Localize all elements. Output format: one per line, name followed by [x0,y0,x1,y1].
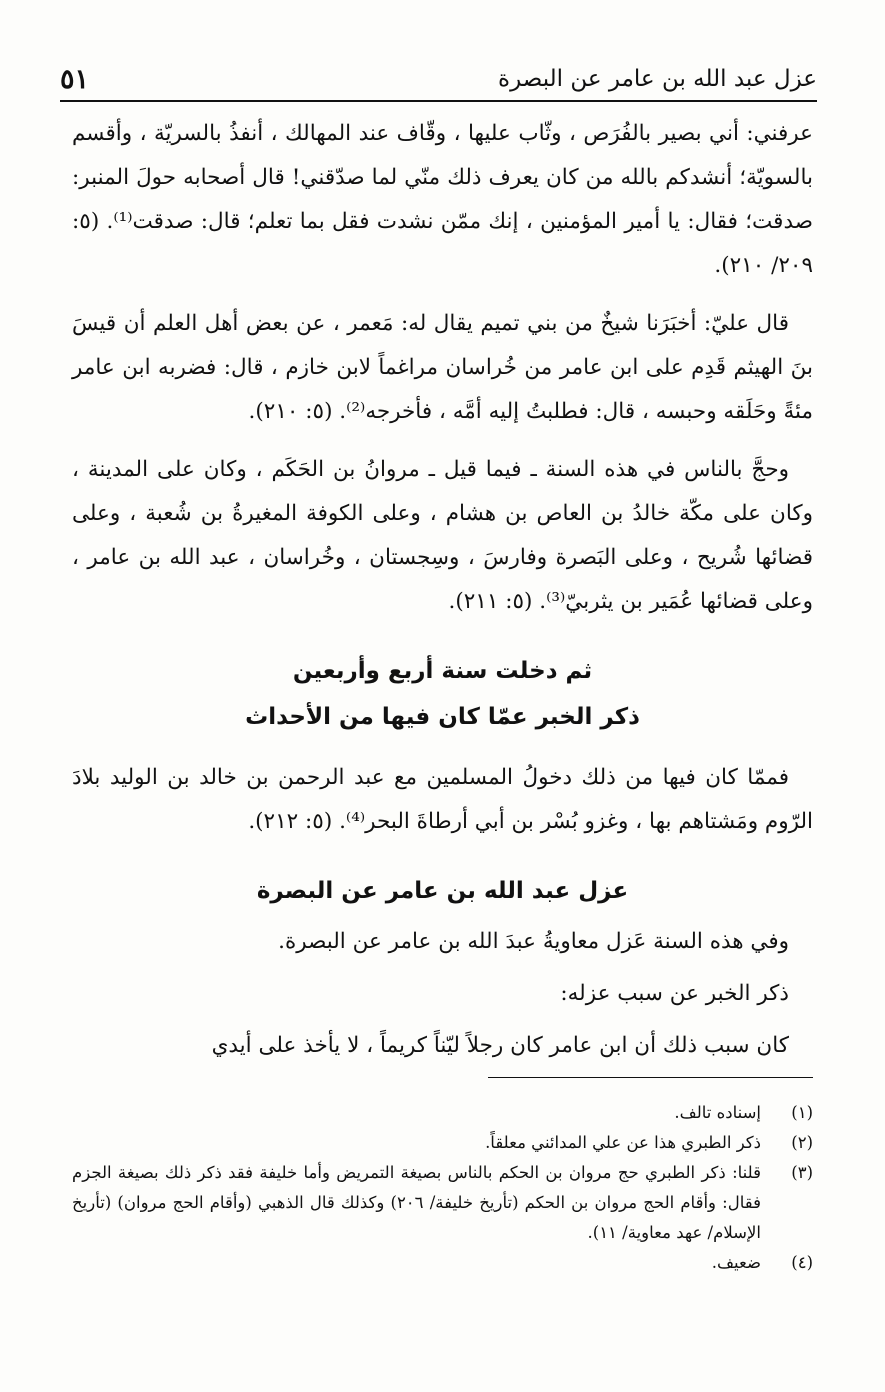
main-text [72,112,813,1076]
running-header [60,58,817,102]
footnote-text: قلنا: ذكر الطبري حج مروان بن الحكم بالناس بصيغة التمريض وأما خليفة فقد ذكر ذلك بصيغة الجزم فقال: وأقام الحج مروان بن الحكم (تأريخ خليفة/ ٢٠٦) وكذلك قال الذهبي (وأقام الحج مروان) (تأريخ الإسلام/ عهد معاوية/ ١١). [72,1163,761,1242]
footnote-number: (٣) [791,1163,813,1182]
paragraph: وفي هذه السنة عَزل معاويةُ عبدَ الله بن عامر عن البصرة. [278,929,789,954]
footnote-divider [488,1077,813,1078]
footnote-number: (٢) [791,1133,813,1152]
footnote [72,1248,813,1278]
footnote-text: إسناده تالف. [674,1103,761,1122]
footnote-number: (٤) [791,1253,813,1272]
year-heading: ثم دخلت سنة أربع وأربعين [292,658,593,684]
footnote [72,1098,813,1128]
paragraph: ذكر الخبر عن سبب عزله: [560,981,789,1006]
page-number: ٥١ [60,63,90,95]
footnote-number: (١) [791,1103,813,1122]
footnotes [72,1098,813,1278]
paragraph: قال عليّ: أخبَرَنا شيخٌ من بني تميم يقال له: مَعمر ، عن بعض أهل العلم أن قيسَ بنَ الهيثم قَدِم على ابن عامر من خُراسان مراغماً لابن خازم ، قال: فضربه ابن عامر مئةً وحَلَقه وحبسه ، قال: فطلبتُ إليه أمَّه ، فأخرجه⁽²⁾. (٥: ٢١٠). [72,311,813,424]
paragraph: فممّا كان فيها من ذلك دخولُ المسلمين مع عبد الرحمن بن خالد بن الوليد بلادَ الرّوم ومَشتاهم بها ، وغزو بُسْر بن أبي أرطاةَ البحر⁽⁴⁾. (٥: ٢١٢). [72,765,813,834]
paragraph: كان سبب ذلك أن ابن عامر كان رجلاً ليّناً كريماً ، لا يأخذ على أيدي [211,1033,789,1058]
footnote-text: ضعيف. [711,1253,761,1272]
paragraph: عرفني: أني بصير بالفُرَص ، وثّاب عليها ، وقّاف عند المهالك ، أنفذُ بالسريّة ، وأقسم بالسويّة؛ أنشدكم بالله من كان يعرف ذلك منّي لما صدّقني! قال أصحابه حولَ المنبر: صدقت؛ فقال: يا أمير المؤمنين ، إنك ممّن نشدت فقل بما تعلم؛ قال: صدقت⁽¹⁾. (٥: ٢٠٩/ ٢١٠). [72,121,813,278]
footnote-text: ذكر الطبري هذا عن علي المدائني معلقاً. [485,1133,761,1152]
footnote [72,1128,813,1158]
section-heading: عزل عبد الله بن عامر عن البصرة [256,878,629,904]
events-heading: ذكر الخبر عمّا كان فيها من الأحداث [245,704,640,730]
footnote [72,1158,813,1248]
running-title: عزل عبد الله بن عامر عن البصرة [498,66,817,92]
paragraph: وحجَّ بالناس في هذه السنة ـ فيما قيل ـ مروانُ بن الحَكَم ، وكان على المدينة ، وكان على مكّة خالدُ بن العاص بن هشام ، وعلى الكوفة المغيرةُ بن شُعبة ، وعلى قضائها شُريح ، وعلى البَصرة وفارسَ ، وسِجستان ، وخُراسان ، عبد الله بن عامر ، وعلى قضائها عُمَير بن يثربيّ⁽³⁾. (٥: ٢١١). [72,457,813,614]
